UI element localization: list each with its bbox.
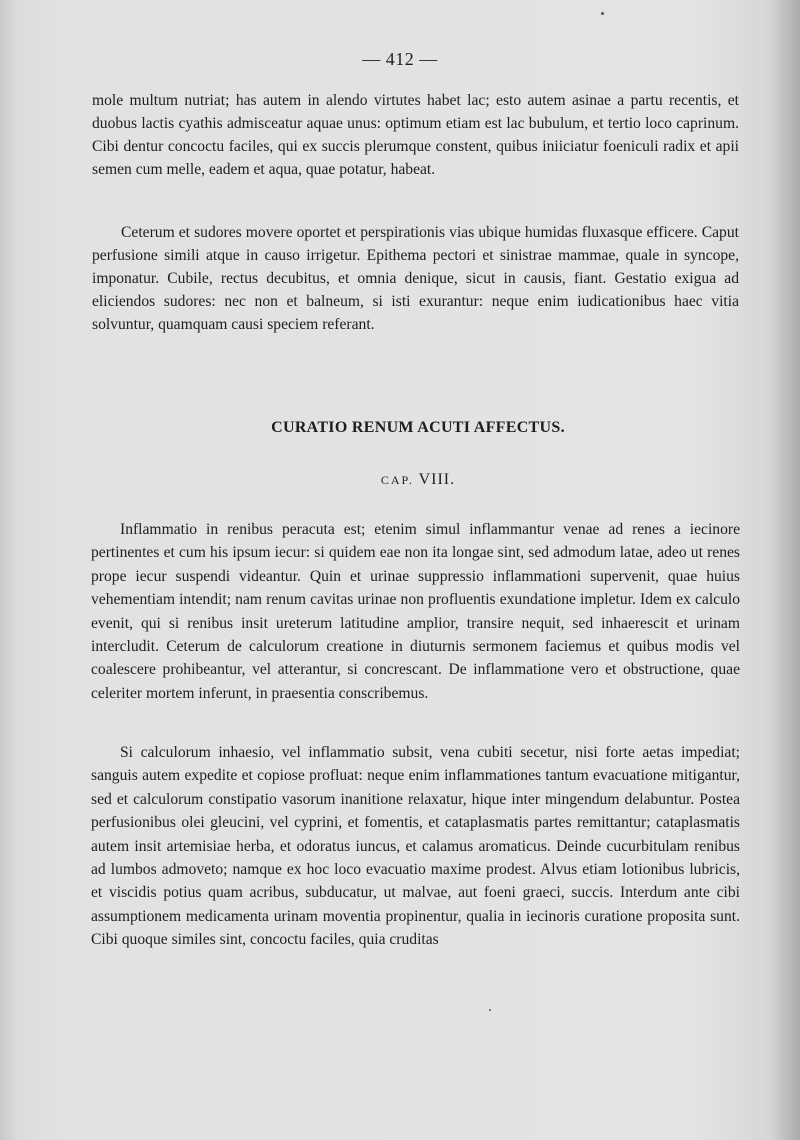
page-edge-shadow (770, 0, 800, 1140)
section-paragraph-block (91, 741, 740, 952)
ink-speck (601, 12, 604, 15)
paragraph-block (92, 222, 739, 337)
section-paragraph-1: Inflammatio in renibus peracuta est; etenim simul inflammantur venae ad renes a iecinore pertinentes et cum his ipsum iecur: si quidem eae non ita longae sint, sed admodum latae, adeo ut renes prope iecur suspendi videantur. Quin et urinae suppressio inflammationi supervenit, quae huius vehementiam intendit; nam renum cavitas urinae non profluentis exundatione impletur. Idem ex calculo evenit, qui si renibus insit ureterum latitudine amplior, transire nequit, sed inhaerescit et urinam intercludit. Ceterum de calculorum creatione in diuturnis sermonem faciemus et quibus modis vel coalescere prohibeantur, vel atterantur, si concrescant. De inflammatione vero et obstructione, quae celeriter mortem inferunt, in praesentia conscribemus. (91, 521, 740, 702)
paragraph-2: Ceterum et sudores movere oportet et perspirationis vias ubique humidas fluxasque efficere. Caput perfusione simili atque in causo irrigetur. Epithema pectori et sinistrae mammae, quale in syncope, imponatur. Cubile, rectus decubitus, et omnia denique, sicut in causis, fiant. Gestatio exigua ad eliciendos sudores: nec non et balneum, si isti exurantur: neque enim iudicationibus haec vitia solvuntur, quamquam causi speciem referant. (92, 224, 739, 333)
section-paragraph-block (91, 518, 740, 705)
section-paragraph-2: Si calculorum inhaesio, vel inflammatio subsit, vena cubiti secetur, nisi forte aetas impediat; sanguis autem expedite et copiose profluat: neque enim inflammationes tantum evacuatione mitigantur, sed et calculorum constipatio vasorum inanitione relaxatur, hique inter mingendum delabuntur. Postea perfusionibus olei gleucini, vel cyprini, et fomentis, et cataplasmatis partes remittantur; cataplasmatis autem insit artemisiae herba, et odoratus iuncus, et calamus aromaticus. Deinde cucurbitulam renibus ad lumbos admoveto; namque ex hoc loco evacuatio maxime prodest. Alvus etiam lotionibus lubricis, et viscidis potius quam acribus, subducatur, ut malvae, aut foeni graeci, succis. Interdum ante cibi assumptionem medicamenta urinam moventia propinentur, qualia in iecinoris curatione proposita sunt. Cibi quoque similes sint, concoctu faciles, quia cruditas (91, 744, 740, 949)
paragraph-1: mole multum nutriat; has autem in alendo virtutes habet lac; esto autem asinae a partu recentis, et duobus lactis cyathis admisceatur aquae unus: optimum etiam est lac bubulum, et tertio loco caprinum. Cibi dentur concoctu faciles, qui ex succis plerumque constent, quibus iniiciatur foeniculi radix et apii semen cum melle, eadem et aqua, quae potatur, habeat. (92, 92, 739, 178)
chapter-label (0, 471, 800, 489)
ink-speck (489, 1009, 491, 1011)
chapter-prefix: CAP. (380, 473, 414, 487)
page-number: — 412 — (362, 49, 438, 69)
paragraph-continuation (92, 90, 739, 182)
chapter-number: VIII. (418, 471, 456, 488)
section-heading: CURATIO RENUM ACUTI AFFECTUS. (271, 419, 565, 436)
